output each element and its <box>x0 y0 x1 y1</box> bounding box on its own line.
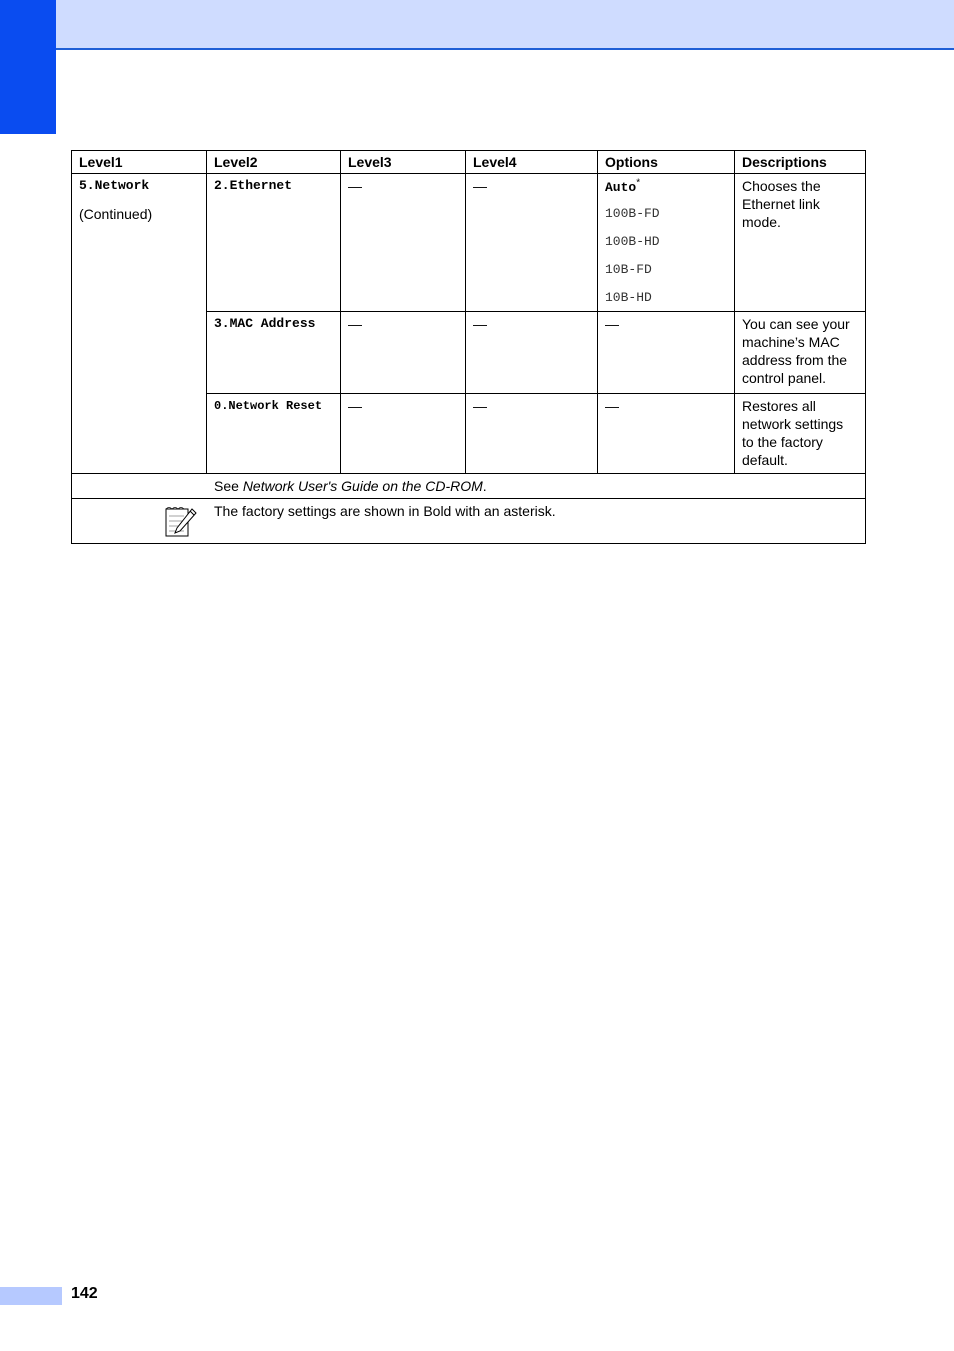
level4-cell: — <box>466 174 598 312</box>
level1-cell <box>72 174 207 474</box>
options-cell: — <box>598 312 735 394</box>
level3-cell: — <box>341 394 466 474</box>
col-header: Level4 <box>466 151 598 174</box>
page-number: 142 <box>71 1285 98 1302</box>
option-item: 100B-HD <box>605 234 660 249</box>
level2-cell: 2.Ethernet <box>207 174 341 312</box>
options-cell <box>598 174 735 312</box>
col-header: Level3 <box>341 151 466 174</box>
level2-cell: 0.Network Reset <box>207 394 341 474</box>
level1-continued: (Continued) <box>79 206 153 222</box>
level3-cell: — <box>341 174 466 312</box>
col-header: Level2 <box>207 151 341 174</box>
see-guide-cell <box>72 474 866 499</box>
chapter-tab <box>0 0 56 134</box>
table-row <box>72 174 866 312</box>
option-default: Auto <box>605 180 637 195</box>
options-cell: — <box>598 394 735 474</box>
default-asterisk: * <box>636 177 641 189</box>
note-cell <box>72 499 866 544</box>
description-cell: Chooses the Ethernet link mode. <box>735 174 866 312</box>
see-guide-row <box>72 474 866 499</box>
option-item: 10B-FD <box>605 262 652 277</box>
note-pencil-icon <box>164 505 198 543</box>
guide-title: Network User's Guide on the CD-ROM <box>242 478 483 494</box>
col-header: Options <box>598 151 735 174</box>
description-cell: You can see your machine’s MAC address from the control panel. <box>735 312 866 394</box>
note-row <box>72 499 866 544</box>
see-suffix: . <box>482 478 487 494</box>
table-header-row <box>72 151 866 174</box>
level1-name: 5.Network <box>79 178 150 193</box>
level3-cell: — <box>341 312 466 394</box>
footer-band <box>0 1287 62 1305</box>
menu-table <box>71 150 866 544</box>
option-item: 100B-FD <box>605 206 660 221</box>
col-header: Descriptions <box>735 151 866 174</box>
level4-cell: — <box>466 312 598 394</box>
col-header: Level1 <box>72 151 207 174</box>
level4-cell: — <box>466 394 598 474</box>
description-cell: Restores all network settings to the factory default. <box>735 394 866 474</box>
header-band <box>56 0 954 50</box>
see-prefix: See <box>214 478 243 494</box>
note-text: The factory settings are shown in Bold with an asterisk. <box>214 503 556 519</box>
level2-cell: 3.MAC Address <box>207 312 341 394</box>
option-item: 10B-HD <box>605 290 652 305</box>
